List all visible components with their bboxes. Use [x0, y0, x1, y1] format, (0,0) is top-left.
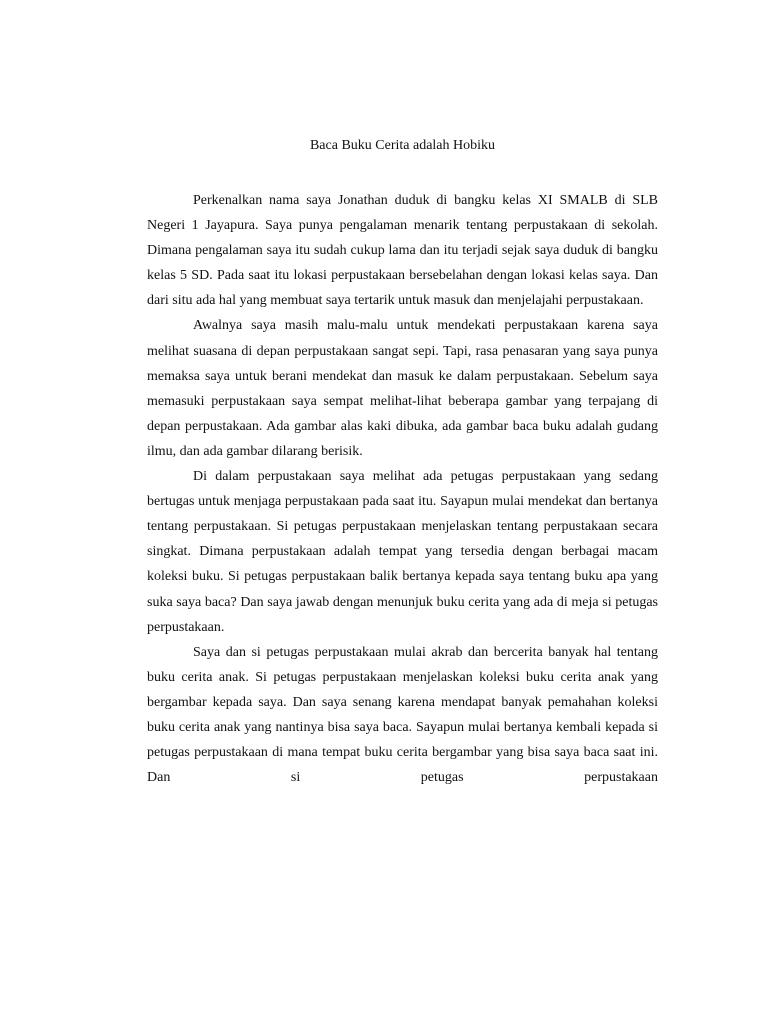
- paragraph-4: Saya dan si petugas perpustakaan mulai akrab dan bercerita banyak hal tentang buku cerita anak. Si petugas perpustakaan menjelaskan koleksi buku cerita anak yang bergambar kepada saya. Dan saya senang karena mendapat banyak pemahahan koleksi buku cerita anak yang nantinya bisa saya baca. Sayapun mulai bertanya kembali kepada si petugas perpustakaan di mana tempat buku cerita bergambar yang bisa saya baca saat ini. Dan si petugas perpustakaan: [147, 644, 658, 786]
- document-page: [147, 136, 658, 790]
- paragraph-2: Awalnya saya masih malu-malu untuk mendekati perpustakaan karena saya melihat suasana di depan perpustakaan sangat sepi. Tapi, rasa penasaran yang saya punya memaksa saya untuk berani mendekat dan masuk ke dalam perpustakaan. Sebelum saya memasuki perpustakaan saya sempat melihat-lihat beberapa gambar yang terpajang di depan perpustakaan. Ada gambar alas kaki dibuka, ada gambar baca buku adalah gudang ilmu, dan ada gambar dilarang berisik.: [147, 318, 658, 459]
- paragraph-1: Perkenalkan nama saya Jonathan duduk di bangku kelas XI SMALB di SLB Negeri 1 Jayapura. Saya punya pengalaman menarik tentang perpustakaan di sekolah. Dimana pengalaman saya itu sudah cukup lama dan itu terjadi sejak saya duduk di bangku kelas 5 SD. Pada saat itu lokasi perpustakaan bersebelahan dengan lokasi kelas saya. Dan dari situ ada hal yang membuat saya tertarik untuk masuk dan menjelajahi perpustakaan.: [147, 193, 658, 309]
- document-title: Baca Buku Cerita adalah Hobiku: [309, 138, 496, 153]
- paragraph-3: Di dalam perpustakaan saya melihat ada petugas perpustakaan yang sedang bertugas untuk menjaga perpustakaan pada saat itu. Sayapun mulai mendekat dan bertanya tentang perpustakaan. Si petugas perpustakaan menjelaskan tentang perpustakaan secara singkat. Dimana perpustakaan adalah tempat yang tersedia dengan berbagai macam koleksi buku. Si petugas perpustakaan balik bertanya kepada saya tentang buku apa yang suka saya baca? Dan saya jawab dengan menunjuk buku cerita yang ada di meja si petugas perpustakaan.: [147, 469, 658, 635]
